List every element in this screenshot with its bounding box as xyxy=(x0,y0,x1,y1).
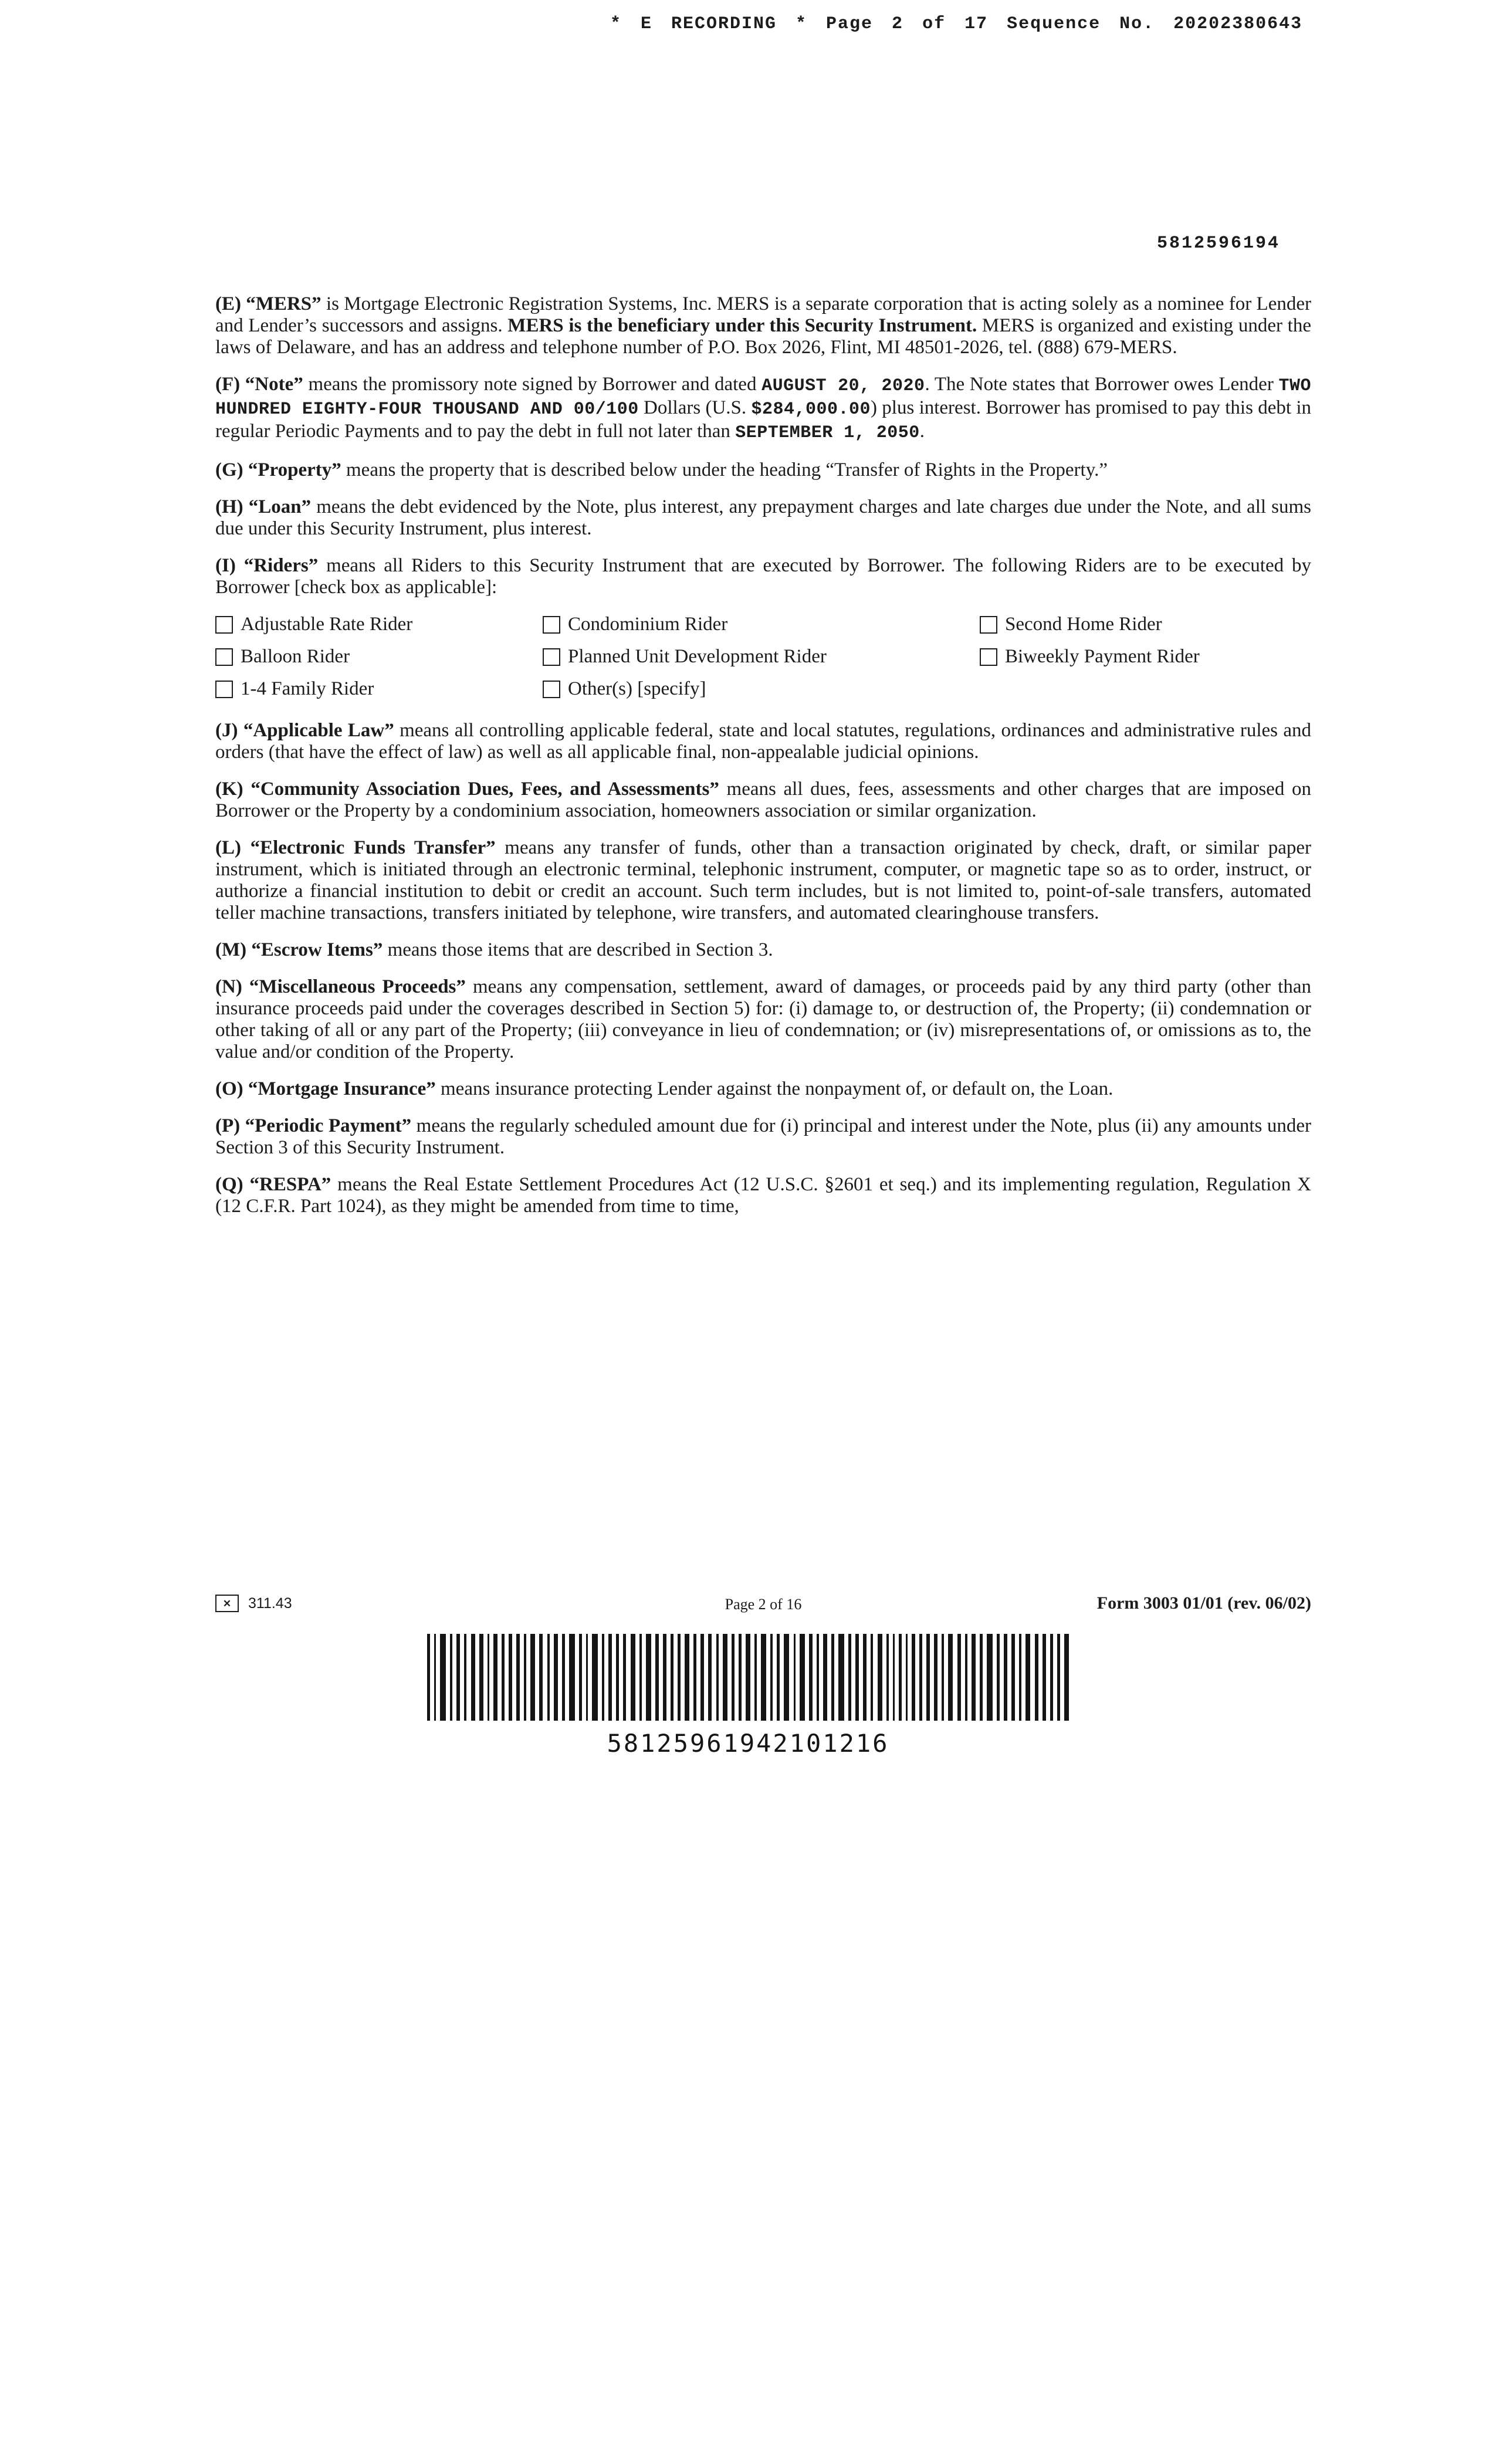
barcode-bar xyxy=(716,1634,719,1721)
barcode-bar xyxy=(479,1634,483,1721)
rider-checkbox-item xyxy=(980,646,1311,668)
barcode-bar xyxy=(602,1634,604,1721)
text-segment: means the debt evidenced by the Note, plus interest, any prepayment charges and late charges due under the Note, and all sums due under this Security Instrument, plus interest. xyxy=(215,496,1312,539)
text-segment: (Q) “RESPA” xyxy=(215,1174,331,1195)
barcode-bar xyxy=(893,1634,895,1721)
barcode-number: 58125961942101216 xyxy=(607,1729,889,1758)
definition-paragraph-O xyxy=(215,1078,1311,1100)
checkbox-unchecked-icon xyxy=(543,681,560,698)
barcode xyxy=(427,1634,1069,1721)
barcode-bar xyxy=(579,1634,582,1721)
barcode-bar xyxy=(1019,1634,1021,1721)
text-segment: (H) “Loan” xyxy=(215,496,312,517)
text-segment: SEPTEMBER 1, 2050 xyxy=(735,423,920,443)
barcode-bar xyxy=(1043,1634,1046,1721)
definition-paragraph-E xyxy=(215,293,1311,358)
barcode-bar xyxy=(530,1634,535,1721)
barcode-bar xyxy=(488,1634,489,1721)
definitions-block-b xyxy=(215,720,1311,1217)
definition-paragraph-L xyxy=(215,837,1311,924)
barcode-bar xyxy=(1057,1634,1060,1721)
barcode-bar xyxy=(770,1634,773,1721)
barcode-bar xyxy=(855,1634,859,1721)
definition-paragraph-P xyxy=(215,1115,1311,1159)
barcode-bar xyxy=(427,1634,430,1721)
barcode-bar xyxy=(784,1634,789,1721)
barcode-bar xyxy=(948,1634,953,1721)
text-segment: means any compensation, settlement, award of damages, or proceeds paid by any third party (other than insurance proceeds paid under the coverages described in Section 5) for: (i) damage to, or destruction of, the Property; (ii) condemnation or other taking of all or any part of the Property; (iii) conveyance in lieu of condemnation; or (iv) misrepresentations of, or omissions as to, the value and/or condition of the Property. xyxy=(215,976,1311,1062)
text-segment: (J) “Applicable Law” xyxy=(215,720,394,741)
barcode-bar xyxy=(863,1634,867,1721)
text-segment: $284,000.00 xyxy=(751,400,871,419)
barcode-bar xyxy=(554,1634,558,1721)
barcode-bar xyxy=(972,1634,976,1721)
barcode-bar xyxy=(1064,1634,1069,1721)
rider-checkbox-item xyxy=(980,614,1311,635)
text-segment: (O) “Mortgage Insurance” xyxy=(215,1078,436,1099)
rider-label: Other(s) [specify] xyxy=(568,678,706,699)
text-segment: means all Riders to this Security Instrument that are executed by Borrower. The following Riders are to be executed by Borrower [check box as applicable]: xyxy=(215,555,1312,598)
barcode-bar xyxy=(456,1634,460,1721)
loan-number: 5812596194 xyxy=(1157,233,1281,253)
text-segment: means the regularly scheduled amount due for (i) principal and interest under the Note, plus (ii) any amounts under Section 3 of this Security Instrument. xyxy=(215,1115,1311,1158)
barcode-bar xyxy=(838,1634,844,1721)
text-segment: . The Note states that Borrower owes Lender xyxy=(925,374,1279,395)
barcode-bar xyxy=(516,1634,520,1721)
text-segment: (M) “Escrow Items” xyxy=(215,939,383,960)
barcode-section xyxy=(427,1634,1069,1758)
barcode-bar xyxy=(693,1634,696,1721)
barcode-bar xyxy=(1035,1634,1038,1721)
barcode-bar xyxy=(809,1634,813,1721)
barcode-bar xyxy=(957,1634,961,1721)
definition-paragraph-N xyxy=(215,976,1311,1063)
barcode-bar xyxy=(700,1634,704,1721)
barcode-bar xyxy=(817,1634,819,1721)
text-segment: means any transfer of funds, other than a transaction originated by check, draft, or similar paper instrument, which is initiated through an electronic terminal, telephonic instrument, computer, or magnetic tape so as to order, instruct, or authorize a financial institution to debit or credit an account. Such term includes, but is not limited to, point-of-sale transfers, automated teller machine transactions, transfers initiated by telephone, wire transfers, and automated clearinghouse transfers. xyxy=(215,837,1311,923)
text-segment: means insurance protecting Lender against the nonpayment of, or default on, the Loan. xyxy=(435,1078,1113,1099)
barcode-bar xyxy=(539,1634,543,1721)
barcode-bar xyxy=(524,1634,526,1721)
rider-label: Balloon Rider xyxy=(241,646,350,667)
barcode-bar xyxy=(980,1634,983,1721)
barcode-bar xyxy=(623,1634,626,1721)
barcode-bar xyxy=(685,1634,689,1721)
rider-checkbox-item xyxy=(543,678,980,700)
barcode-bar xyxy=(1011,1634,1015,1721)
barcode-bar xyxy=(926,1634,930,1721)
text-segment: (I) “Riders” xyxy=(215,555,319,576)
barcode-bar xyxy=(886,1634,889,1721)
text-segment: (N) “Miscellaneous Proceeds” xyxy=(215,976,466,997)
barcode-bar xyxy=(777,1634,780,1721)
barcode-bar xyxy=(493,1634,497,1721)
barcode-bar xyxy=(678,1634,681,1721)
barcode-bar xyxy=(464,1634,466,1721)
barcode-bar xyxy=(723,1634,727,1721)
text-segment: means all dues, fees, assessments and other charges that are imposed on Borrower or the Property by a condominium association, homeowners association or similar organization. xyxy=(215,779,1311,821)
definition-paragraph-F xyxy=(215,374,1311,444)
barcode-bar xyxy=(471,1634,475,1721)
definitions-block-a xyxy=(215,293,1311,598)
text-segment: means those items that are described in Section 3. xyxy=(383,939,773,960)
definition-paragraph-Q xyxy=(215,1174,1311,1217)
rider-empty-cell xyxy=(980,678,1311,700)
barcode-bar xyxy=(1050,1634,1053,1721)
barcode-bar xyxy=(708,1634,712,1721)
barcode-bar xyxy=(631,1634,635,1721)
checkbox-unchecked-icon xyxy=(980,648,997,666)
definition-paragraph-J xyxy=(215,720,1311,763)
definition-paragraph-G xyxy=(215,459,1311,481)
barcode-bar xyxy=(987,1634,993,1721)
checkbox-unchecked-icon xyxy=(215,616,233,634)
checkbox-unchecked-icon xyxy=(980,616,997,634)
text-segment: (L) “Electronic Funds Transfer” xyxy=(215,837,496,858)
rider-label: Condominium Rider xyxy=(568,614,728,635)
barcode-bar xyxy=(586,1634,588,1721)
barcode-bar xyxy=(450,1634,452,1721)
checkbox-unchecked-icon xyxy=(543,616,560,634)
rider-checkbox-item xyxy=(215,614,543,635)
text-segment: (K) “Community Association Dues, Fees, and Assessments” xyxy=(215,779,719,800)
barcode-bar xyxy=(997,1634,1000,1721)
text-segment: (P) “Periodic Payment” xyxy=(215,1115,412,1136)
barcode-bar xyxy=(592,1634,598,1721)
checkbox-unchecked-icon xyxy=(215,681,233,698)
rider-label: Second Home Rider xyxy=(1005,614,1162,635)
text-segment: means the property that is described below under the heading “Transfer of Rights in the Property.” xyxy=(341,459,1108,480)
text-segment: (E) “MERS” xyxy=(215,293,321,314)
rider-label: 1-4 Family Rider xyxy=(241,678,374,699)
text-segment: (F) “Note” xyxy=(215,374,303,395)
barcode-bar xyxy=(732,1634,735,1721)
barcode-bar xyxy=(878,1634,882,1721)
barcode-bar xyxy=(871,1634,873,1721)
definition-paragraph-H xyxy=(215,496,1311,540)
document-body xyxy=(215,293,1311,1233)
rider-checkbox-item xyxy=(543,646,980,668)
footer-meta-row xyxy=(215,1593,1311,1619)
barcode-bar xyxy=(739,1634,742,1721)
text-segment: means the promissory note signed by Borrower and dated xyxy=(303,374,762,395)
barcode-bar xyxy=(794,1634,796,1721)
barcode-bar xyxy=(502,1634,505,1721)
rider-checkbox-item xyxy=(215,678,543,700)
barcode-bar xyxy=(800,1634,805,1721)
barcode-bar xyxy=(942,1634,944,1721)
erecording-header: * E RECORDING * Page 2 of 17 Sequence No. 20202380643 xyxy=(610,14,1303,34)
barcode-bar xyxy=(569,1634,575,1721)
barcode-bar xyxy=(646,1634,651,1721)
vendor-code: 311.43 xyxy=(248,1595,292,1612)
barcode-bar xyxy=(919,1634,922,1721)
barcode-bar xyxy=(906,1634,908,1721)
barcode-bar xyxy=(912,1634,915,1721)
definition-paragraph-K xyxy=(215,779,1311,822)
text-segment: is Mortgage Electronic Registration Systems, Inc. MERS is a separate corporation that is acting solely as a nominee for Lender and Lender’s successors and assigns. xyxy=(215,293,1311,336)
barcode-bar xyxy=(754,1634,757,1721)
barcode-bar xyxy=(1004,1634,1007,1721)
definition-paragraph-M xyxy=(215,939,1311,961)
barcode-bar xyxy=(899,1634,902,1721)
checkbox-unchecked-icon xyxy=(543,648,560,666)
barcode-bar xyxy=(608,1634,612,1721)
barcode-bar xyxy=(434,1634,436,1721)
barcode-bar xyxy=(1025,1634,1030,1721)
rider-checkbox-item xyxy=(543,614,980,635)
barcode-bar xyxy=(562,1634,565,1721)
barcode-bar xyxy=(639,1634,642,1721)
text-segment: (G) “Property” xyxy=(215,459,341,480)
text-segment: AUGUST 20, 2020 xyxy=(761,376,925,396)
checkbox-unchecked-icon xyxy=(215,648,233,666)
barcode-bar xyxy=(965,1634,967,1721)
barcode-bar xyxy=(440,1634,446,1721)
definition-paragraph-I xyxy=(215,555,1311,598)
barcode-bar xyxy=(831,1634,834,1721)
text-segment: Dollars (U.S. xyxy=(638,397,752,418)
barcode-bar xyxy=(547,1634,550,1721)
barcode-bar xyxy=(761,1634,766,1721)
rider-checkbox-item xyxy=(215,646,543,668)
barcode-bar xyxy=(616,1634,619,1721)
rider-label: Planned Unit Development Rider xyxy=(568,646,827,667)
barcode-bar xyxy=(848,1634,851,1721)
riders-grid xyxy=(215,614,1311,700)
rider-label: Adjustable Rate Rider xyxy=(241,614,413,635)
barcode-bar xyxy=(655,1634,659,1721)
barcode-bar xyxy=(509,1634,512,1721)
form-number-label: Form 3003 01/01 (rev. 06/02) xyxy=(1096,1593,1311,1613)
page-number-label: Page 2 of 16 xyxy=(725,1596,802,1613)
text-segment: ) plus interest. Borrower has promised to pay this debt in regular Periodic Payments and to pay the debt in full not later than xyxy=(215,397,1311,442)
vendor-logo-icon: ✕ xyxy=(215,1595,239,1612)
rider-label: Biweekly Payment Rider xyxy=(1005,646,1200,667)
text-segment: TWO HUNDRED EIGHTY-FOUR THOUSAND AND 00/100 xyxy=(215,376,1312,419)
barcode-bar xyxy=(663,1634,666,1721)
text-segment: means all controlling applicable federal, state and local statutes, regulations, ordinances and administrative rules and orders (that have the effect of law) as well as all applicable final, non-appealable judicial opinions. xyxy=(215,720,1312,763)
barcode-bar xyxy=(934,1634,937,1721)
text-segment: means the Real Estate Settlement Procedures Act (12 U.S.C. §2601 et seq.) and its implementing regulation, Regulation X (12 C.F.R. Part 1024), as they might be amended from time to time, xyxy=(215,1174,1311,1217)
barcode-bar xyxy=(671,1634,673,1721)
text-segment: MERS is the beneficiary under this Security Instrument. xyxy=(507,315,977,336)
text-segment: . xyxy=(919,421,925,442)
barcode-bar xyxy=(746,1634,750,1721)
barcode-bar xyxy=(823,1634,827,1721)
text-segment: MERS is organized and existing under the laws of Delaware, and has an address and telephone number of P.O. Box 2026, Flint, MI 48501-2026, tel. (888) 679-MERS. xyxy=(215,315,1311,358)
